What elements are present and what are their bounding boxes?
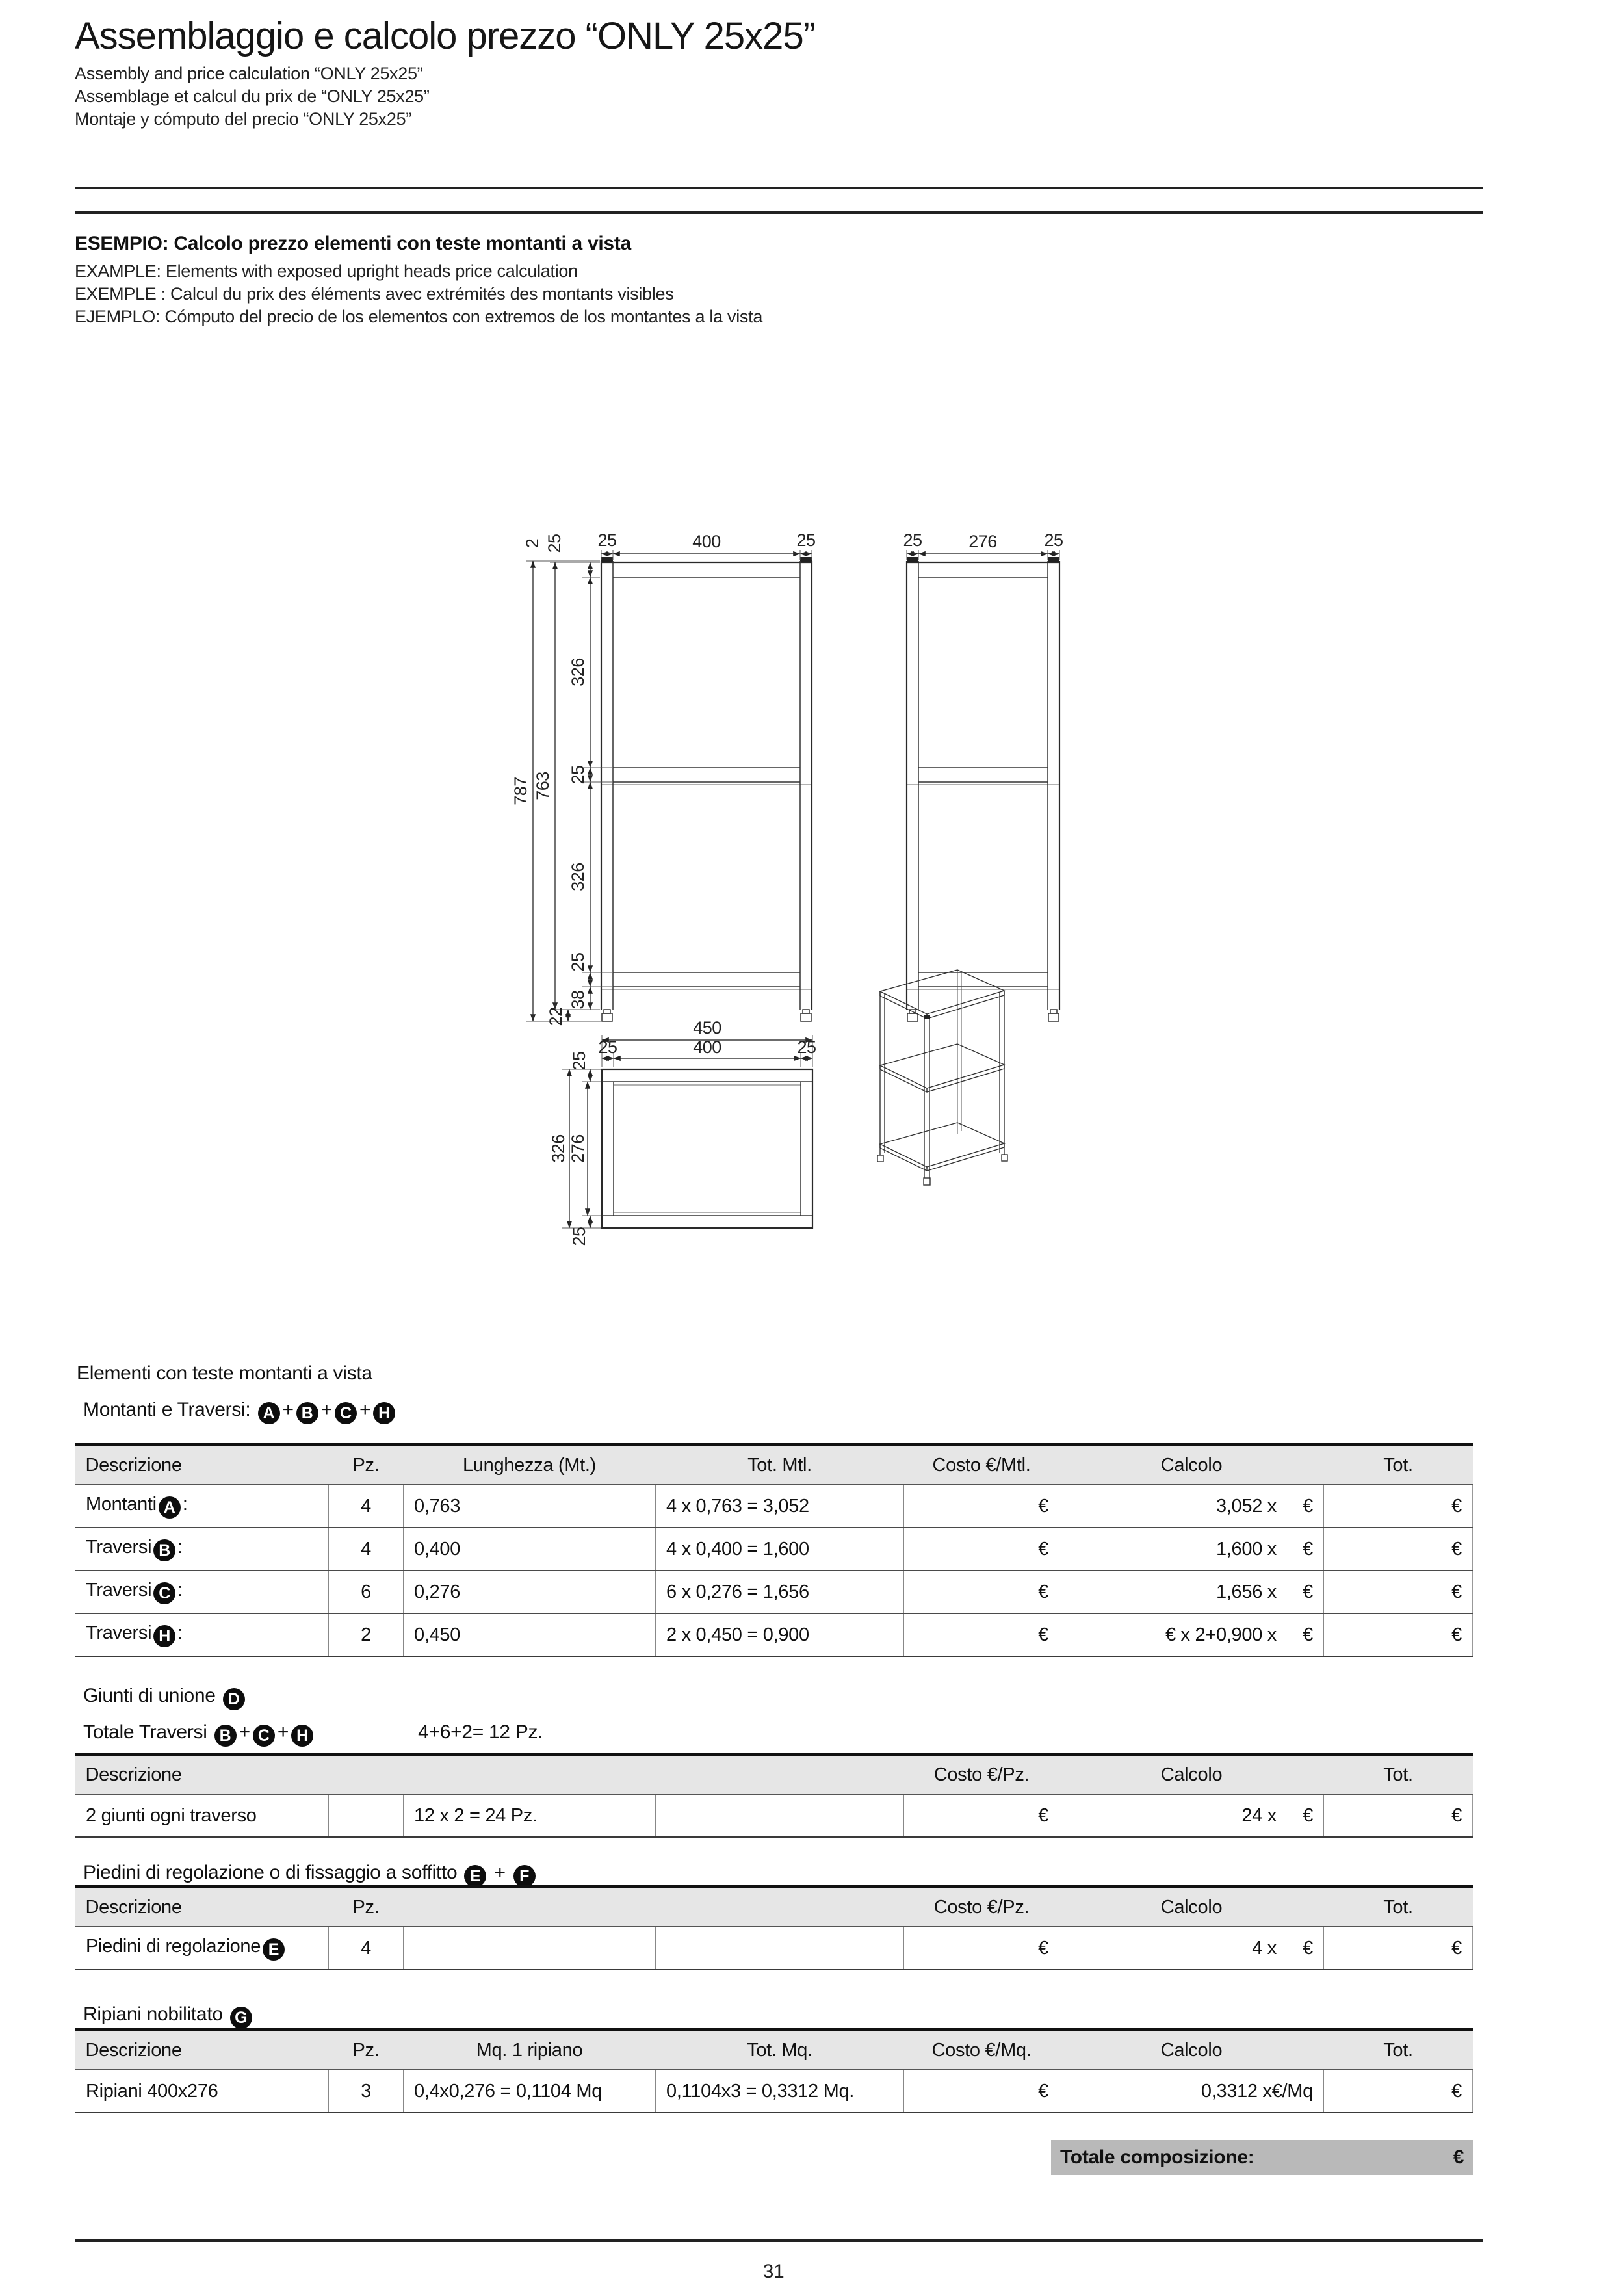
cell-pz: 4 bbox=[329, 1528, 404, 1571]
table-header-row bbox=[75, 1445, 1473, 1485]
dim-label: 25 bbox=[1044, 530, 1063, 550]
giunti-table bbox=[75, 1753, 1473, 1838]
cell-tot: € bbox=[1324, 1528, 1473, 1571]
plus-sign: + bbox=[239, 1721, 250, 1743]
cell-calcolo: 24 x bbox=[1241, 1805, 1277, 1826]
cell-calcolo: 0,3312 x bbox=[1201, 2080, 1272, 2102]
colon: : bbox=[177, 1580, 183, 1600]
col-tot: Tot. bbox=[1324, 1755, 1473, 1795]
table-row bbox=[75, 1927, 1473, 1970]
circled-letter-e: E bbox=[263, 1938, 285, 1961]
cell-calcolo-eur: € bbox=[1303, 1624, 1313, 1645]
dim-label: 25 bbox=[797, 1037, 816, 1057]
cell-lunghezza: 0,763 bbox=[404, 1485, 656, 1528]
col-calcolo: Calcolo bbox=[1059, 1755, 1324, 1795]
row-desc: Traversi bbox=[86, 1623, 152, 1643]
circled-letter-b: B bbox=[214, 1725, 237, 1747]
dim-label: 326 bbox=[568, 863, 588, 891]
circled-letter-a: A bbox=[258, 1402, 280, 1424]
cell-costo: € bbox=[904, 1794, 1059, 1837]
label-text: Piedini di regolazione o di fissaggio a soffitto bbox=[83, 1862, 458, 1883]
subtitle-en: Assembly and price calculation “ONLY 25x25” bbox=[75, 64, 423, 83]
cell-calcolo: 1,656 x bbox=[1215, 1581, 1277, 1602]
empty-cell bbox=[656, 1927, 904, 1970]
col-costo: Costo €/Mq. bbox=[904, 2030, 1059, 2070]
row-desc: 2 giunti ogni traverso bbox=[75, 1794, 329, 1837]
cell-tot: € bbox=[1324, 1927, 1473, 1970]
dim-label: 276 bbox=[968, 532, 997, 551]
empty-header bbox=[404, 1755, 656, 1795]
dim-label: 326 bbox=[549, 1134, 568, 1163]
plus-sign: + bbox=[494, 1862, 506, 1883]
technical-drawing bbox=[455, 442, 1105, 1274]
circled-letter-b: B bbox=[153, 1539, 175, 1561]
cell-tot-mtl: 2 x 0,450 = 0,900 bbox=[656, 1613, 904, 1656]
dim-label: 763 bbox=[533, 772, 552, 800]
col-calcolo: Calcolo bbox=[1059, 2030, 1324, 2070]
cell-calcolo: 4 x bbox=[1252, 1937, 1277, 1959]
empty-header bbox=[404, 1887, 656, 1927]
header-rule-thick bbox=[75, 211, 1483, 214]
table-row bbox=[75, 1613, 1473, 1656]
empty-header bbox=[656, 1887, 904, 1927]
section-montanti-sublabel bbox=[83, 1399, 397, 1424]
table-row bbox=[75, 1571, 1473, 1613]
col-calcolo: Calcolo bbox=[1059, 1887, 1324, 1927]
circled-letter-b: B bbox=[296, 1402, 318, 1424]
col-descrizione: Descrizione bbox=[75, 2030, 329, 2070]
cell-calcolo-eur: € bbox=[1303, 1495, 1313, 1517]
dim-label: 400 bbox=[693, 1037, 721, 1057]
circled-letter-d: D bbox=[223, 1688, 245, 1710]
plan-dims bbox=[549, 1018, 816, 1246]
cell-costo: € bbox=[904, 1485, 1059, 1528]
example-heading: ESEMPIO: Calcolo prezzo elementi con teste montanti a vista bbox=[75, 233, 631, 254]
front-top-dims bbox=[597, 530, 815, 560]
dim-label: 326 bbox=[568, 658, 588, 686]
dim-label: 787 bbox=[511, 777, 530, 805]
table-row bbox=[75, 1485, 1473, 1528]
empty-header bbox=[329, 1755, 404, 1795]
cell-lunghezza: 0,276 bbox=[404, 1571, 656, 1613]
section-giunti-label bbox=[83, 1685, 247, 1710]
colon: : bbox=[177, 1623, 183, 1643]
row-desc: Montanti bbox=[86, 1494, 157, 1515]
example-line-en: EXAMPLE: Elements with exposed upright heads price calculation bbox=[75, 261, 578, 281]
row-desc: Ripiani 400x276 bbox=[75, 2070, 329, 2113]
col-pz: Pz. bbox=[329, 1887, 404, 1927]
isometric-view bbox=[877, 970, 1007, 1185]
cell-lunghezza: 0,450 bbox=[404, 1613, 656, 1656]
col-tot: Tot. bbox=[1324, 1887, 1473, 1927]
table-header-row bbox=[75, 1755, 1473, 1795]
section-elementi-label: Elementi con teste montanti a vista bbox=[77, 1363, 372, 1384]
col-costo: Costo €/Pz. bbox=[904, 1755, 1059, 1795]
table-header-row bbox=[75, 1887, 1473, 1927]
label-text: Giunti di unione bbox=[83, 1685, 216, 1706]
col-costo: Costo €/Pz. bbox=[904, 1887, 1059, 1927]
plan-view bbox=[602, 1069, 812, 1228]
dim-label: 400 bbox=[692, 532, 721, 551]
sublabel-text: Montanti e Traversi: bbox=[83, 1399, 251, 1420]
header-rule-thin bbox=[75, 187, 1483, 189]
row-desc: Traversi bbox=[86, 1580, 152, 1600]
page-number: 31 bbox=[762, 2261, 785, 2282]
post-cap bbox=[924, 1015, 930, 1019]
row-desc: Traversi bbox=[86, 1537, 152, 1558]
cell-formula: 12 x 2 = 24 Pz. bbox=[404, 1794, 656, 1837]
table-header-row bbox=[75, 2030, 1473, 2070]
example-line-fr: EXEMPLE : Calcul du prix des éléments avec extrémités des montants visibles bbox=[75, 284, 674, 304]
plus-sign: + bbox=[320, 1399, 332, 1420]
side-top-dims bbox=[903, 530, 1063, 560]
empty-cell bbox=[404, 1927, 656, 1970]
cell-costo: € bbox=[904, 1571, 1059, 1613]
cell-tot: € bbox=[1324, 1485, 1473, 1528]
col-tot: Tot. bbox=[1324, 1445, 1473, 1485]
col-descrizione: Descrizione bbox=[75, 1755, 329, 1795]
cell-costo: € bbox=[904, 2070, 1059, 2113]
footer-rule bbox=[75, 2239, 1483, 2242]
example-line-es: EJEMPLO: Cómputo del precio de los elementos con extremos de los montantes a la vista bbox=[75, 307, 763, 326]
cell-costo: € bbox=[904, 1528, 1059, 1571]
post-cap bbox=[1048, 557, 1059, 562]
cell-costo: € bbox=[904, 1927, 1059, 1970]
dim-label: 25 bbox=[569, 1227, 589, 1246]
cell-tot-mq: 0,1104x3 = 0,3312 Mq. bbox=[656, 2070, 904, 2113]
dim-label: 25 bbox=[796, 530, 816, 550]
col-pz: Pz. bbox=[329, 2030, 404, 2070]
cell-tot: € bbox=[1324, 1613, 1473, 1656]
dim-label: 450 bbox=[693, 1018, 721, 1037]
circled-letter-h: H bbox=[373, 1402, 395, 1424]
cell-calcolo: € x 2+0,900 x bbox=[1165, 1624, 1277, 1645]
circled-letter-f: F bbox=[513, 1865, 536, 1887]
cell-calcolo-eur: € bbox=[1303, 1581, 1313, 1602]
ripiani-table bbox=[75, 2028, 1473, 2113]
cell-tot: € bbox=[1324, 1571, 1473, 1613]
cell-calcolo: 3,052 x bbox=[1215, 1495, 1277, 1517]
col-tot: Tot. bbox=[1324, 2030, 1473, 2070]
cell-calcolo-eur: € bbox=[1303, 1538, 1313, 1559]
col-lunghezza: Lunghezza (Mt.) bbox=[404, 1445, 656, 1485]
cell-tot-mtl: 4 x 0,763 = 3,052 bbox=[656, 1485, 904, 1528]
cell-calcolo-eur: € bbox=[1303, 1805, 1313, 1826]
dim-label: 276 bbox=[568, 1134, 588, 1163]
front-left-dims bbox=[511, 534, 612, 1026]
dim-label: 25 bbox=[568, 765, 588, 785]
totale-label: Totale composizione: bbox=[1060, 2146, 1254, 2168]
page-subtitles bbox=[75, 62, 430, 131]
circled-letter-c: C bbox=[253, 1725, 275, 1747]
side-view bbox=[907, 557, 1059, 1021]
example-lines bbox=[75, 260, 762, 328]
col-pz: Pz. bbox=[329, 1445, 404, 1485]
dim-label: 22 bbox=[546, 1007, 565, 1026]
cell-calcolo-eur: €/Mq bbox=[1271, 2080, 1313, 2102]
col-tot-mtl: Tot. Mtl. bbox=[656, 1445, 904, 1485]
cell-lunghezza: 0,400 bbox=[404, 1528, 656, 1571]
section-ripiani-label bbox=[83, 2003, 254, 2029]
dim-label: 2 bbox=[523, 538, 542, 549]
circled-letter-h: H bbox=[153, 1625, 175, 1647]
page-title: Assemblaggio e calcolo prezzo “ONLY 25x25” bbox=[75, 15, 816, 57]
dim-label: 25 bbox=[903, 530, 922, 550]
table-row bbox=[75, 1528, 1473, 1571]
circled-letter-a: A bbox=[159, 1496, 181, 1519]
sublabel-text: Totale Traversi bbox=[83, 1721, 207, 1743]
plus-sign: + bbox=[277, 1721, 289, 1743]
cell-tot-mtl: 4 x 0,400 = 1,600 bbox=[656, 1528, 904, 1571]
traversi-formula: 4+6+2= 12 Pz. bbox=[418, 1721, 543, 1743]
montanti-traversi-table bbox=[75, 1443, 1473, 1657]
totale-composizione-bar bbox=[1051, 2140, 1473, 2175]
post-cap bbox=[601, 557, 613, 562]
empty-cell bbox=[329, 1794, 404, 1837]
dim-label: 25 bbox=[597, 530, 617, 550]
dim-label: 25 bbox=[568, 952, 588, 972]
cell-tot-mtl: 6 x 0,276 = 1,656 bbox=[656, 1571, 904, 1613]
plus-sign: + bbox=[359, 1399, 371, 1420]
circled-letter-c: C bbox=[153, 1582, 175, 1604]
subtitle-fr: Assemblage et calcul du prix de “ONLY 25x25” bbox=[75, 86, 430, 106]
subtitle-es: Montaje y cómputo del precio “ONLY 25x25” bbox=[75, 109, 411, 129]
table-row bbox=[75, 1794, 1473, 1837]
cell-pz: 4 bbox=[329, 1927, 404, 1970]
cell-pz: 4 bbox=[329, 1485, 404, 1528]
label-text: Ripiani nobilitato bbox=[83, 2003, 223, 2025]
row-desc: Piedini di regolazione bbox=[86, 1936, 261, 1957]
empty-cell bbox=[656, 1794, 904, 1837]
circled-letter-c: C bbox=[335, 1402, 357, 1424]
col-tot-mq: Tot. Mq. bbox=[656, 2030, 904, 2070]
colon: : bbox=[182, 1494, 188, 1515]
piedini-table bbox=[75, 1885, 1473, 1970]
col-descrizione: Descrizione bbox=[75, 1887, 329, 1927]
dim-label: 38 bbox=[568, 990, 588, 1010]
empty-header bbox=[656, 1755, 904, 1795]
cell-pz: 3 bbox=[329, 2070, 404, 2113]
section-piedini-label bbox=[83, 1862, 538, 1887]
cell-calcolo-eur: € bbox=[1303, 1937, 1313, 1959]
table-row bbox=[75, 2070, 1473, 2113]
front-view bbox=[601, 557, 812, 1021]
col-mq-ripiano: Mq. 1 ripiano bbox=[404, 2030, 656, 2070]
circled-letter-g: G bbox=[230, 2007, 252, 2029]
dim-label: 25 bbox=[569, 1051, 589, 1071]
circled-letter-e: E bbox=[464, 1865, 486, 1887]
post-cap bbox=[800, 557, 812, 562]
cell-tot: € bbox=[1324, 1794, 1473, 1837]
dim-label: 25 bbox=[598, 1037, 617, 1057]
dim-label: 25 bbox=[545, 534, 564, 553]
col-costo: Costo €/Mtl. bbox=[904, 1445, 1059, 1485]
totale-value: € bbox=[1453, 2146, 1464, 2168]
col-calcolo: Calcolo bbox=[1059, 1445, 1324, 1485]
plus-sign: + bbox=[282, 1399, 294, 1420]
col-descrizione: Descrizione bbox=[75, 1445, 329, 1485]
cell-pz: 2 bbox=[329, 1613, 404, 1656]
cell-costo: € bbox=[904, 1613, 1059, 1656]
circled-letter-h: H bbox=[291, 1725, 313, 1747]
cell-pz: 6 bbox=[329, 1571, 404, 1613]
cell-mq-ripiano: 0,4x0,276 = 0,1104 Mq bbox=[404, 2070, 656, 2113]
cell-tot: € bbox=[1324, 2070, 1473, 2113]
colon: : bbox=[177, 1537, 183, 1558]
section-totale-traversi bbox=[83, 1721, 543, 1747]
post-cap bbox=[907, 557, 918, 562]
cell-calcolo: 1,600 x bbox=[1215, 1538, 1277, 1559]
